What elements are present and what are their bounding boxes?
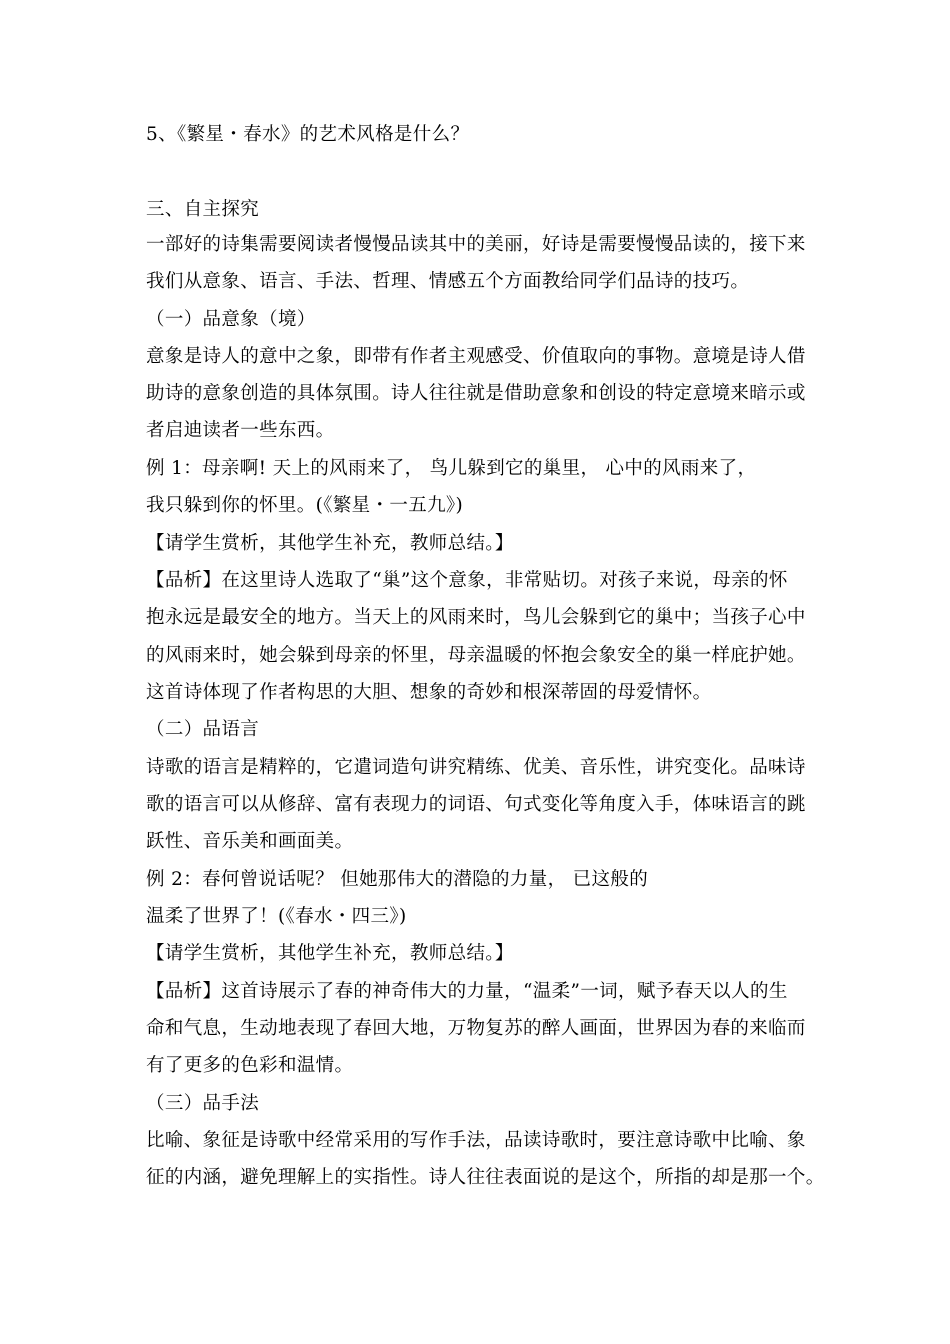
- part1-prompt: 【请学生赏析，其他学生补充，教师总结。】: [146, 533, 514, 554]
- part3-body-line-2: 征的内涵，避免理解上的实指性。诗人往往表面说的是这个，所指的却是那一个。: [146, 1167, 825, 1188]
- part2-body-line-2: 歌的语言可以从修辞、富有表现力的词语、句式变化等角度入手，体味语言的跳: [146, 794, 806, 815]
- part1-body-line-3: 者启迪读者一些东西。: [146, 420, 335, 441]
- example-2-line-1: 例 2：春何曾说话呢？ 但她那伟大的潜隐的力量， 已这般的: [146, 869, 649, 890]
- part1-analysis-line-1: 【品析】在这里诗人选取了“巢”这个意象，非常贴切。对孩子来说，母亲的怀: [146, 570, 788, 591]
- part2-prompt: 【请学生赏析，其他学生补充，教师总结。】: [146, 943, 514, 964]
- part3-heading: （三）品手法: [146, 1093, 260, 1114]
- part1-analysis-line-4: 这首诗体现了作者构思的大胆、想象的奇妙和根深蒂固的母爱情怀。: [146, 682, 712, 703]
- section-heading: 三、自主探究: [146, 199, 260, 220]
- part2-body-line-1: 诗歌的语言是精粹的，它遣词造句讲究精练、优美、音乐性，讲究变化。品味诗: [146, 757, 806, 778]
- part1-body-line-1: 意象是诗人的意中之象，即带有作者主观感受、价值取向的事物。意境是诗人借: [146, 346, 806, 367]
- part2-analysis-line-2: 命和气息，生动地表现了春回大地，万物复苏的醉人画面，世界因为春的来临而: [146, 1018, 806, 1039]
- part1-analysis-line-3: 的风雨来时，她会躲到母亲的怀里，母亲温暖的怀抱会象安全的巢一样庇护她。: [146, 645, 806, 666]
- example-1-line-1: 例 1：母亲啊! 天上的风雨来了， 鸟儿躲到它的巢里， 心中的风雨来了，: [146, 458, 757, 479]
- example-1-line-2: 我只躲到你的怀里。(《繁星・一五九》): [146, 495, 464, 516]
- part1-analysis-line-2: 抱永远是最安全的地方。当天上的风雨来时，鸟儿会躲到它的巢中；当孩子心中: [146, 607, 806, 628]
- part2-analysis-line-1: 【品析】这首诗展示了春的神奇伟大的力量，“温柔”一词，赋予春天以人的生: [146, 981, 788, 1002]
- part2-analysis-line-3: 有了更多的色彩和温情。: [146, 1055, 354, 1076]
- part2-body-line-3: 跃性、音乐美和画面美。: [146, 831, 354, 852]
- part2-heading: （二）品语言: [146, 719, 260, 740]
- question-5: 5、《繁星・春水》的艺术风格是什么？: [146, 124, 470, 145]
- example-2-line-2: 温柔了世界了！(《春水・四三》): [146, 906, 407, 927]
- part1-body-line-2: 助诗的意象创造的具体氛围。诗人往往就是借助意象和创设的特定意境来暗示或: [146, 383, 806, 404]
- intro-line-2: 我们从意象、语言、手法、哲理、情感五个方面教给同学们品诗的技巧。: [146, 271, 750, 292]
- intro-line-1: 一部好的诗集需要阅读者慢慢品读其中的美丽，好诗是需要慢慢品读的，接下来: [146, 234, 806, 255]
- part1-heading: （一）品意象（境）: [146, 309, 316, 330]
- part3-body-line-1: 比喻、象征是诗歌中经常采用的写作手法，品读诗歌时，要注意诗歌中比喻、象: [146, 1130, 806, 1151]
